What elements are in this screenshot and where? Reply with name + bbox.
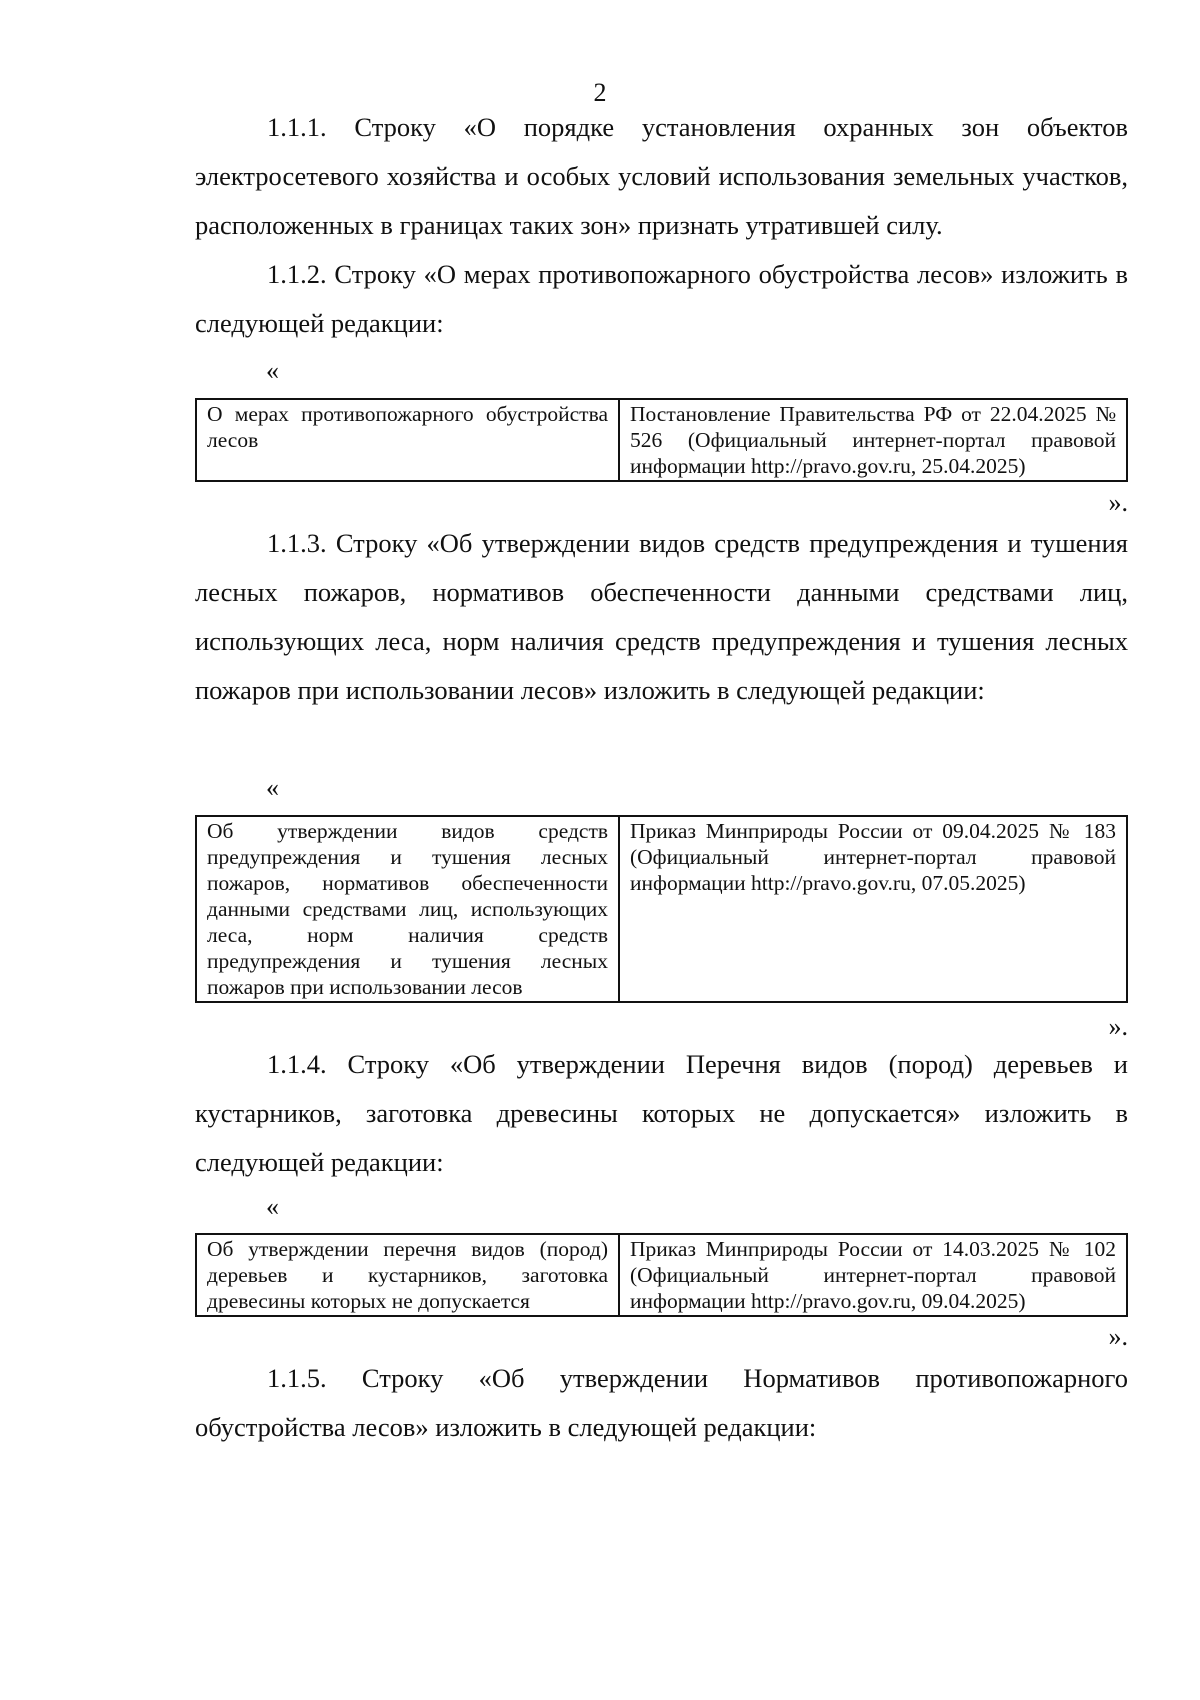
table-row (196, 816, 1127, 1002)
open-quote: « (266, 773, 279, 802)
paragraph-1-1-2: 1.1.2. Строку «О мерах противопожарного обустройства лесов» изложить в следующей редакции: (195, 259, 1128, 338)
open-quote: « (266, 1192, 279, 1221)
paragraph-1-1-4: 1.1.4. Строку «Об утверждении Перечня видов (пород) деревьев и кустарников, заготовка древесины которых не допускается» изложить в следующей редакции: (195, 1049, 1128, 1177)
table-cell-source: Постановление Правительства РФ от 22.04.2025 № 526 (Официальный интернет-портал правовой информации http://pravo.gov.ru, 25.04.2025) (619, 399, 1127, 481)
table-row (196, 1234, 1127, 1316)
table-cell-source: Приказ Минприроды России от 09.04.2025 № 183 (Официальный интернет-портал правовой информации http://pravo.gov.ru, 07.05.2025) (619, 816, 1127, 1002)
reference-table-1-1-3 (195, 815, 1128, 1003)
reference-table-1-1-2 (195, 398, 1128, 482)
paragraph-1-1-5: 1.1.5. Строку «Об утверждении Нормативов противопожарного обустройства лесов» изложить в следующей редакции: (195, 1363, 1128, 1442)
table-cell-source: Приказ Минприроды России от 14.03.2025 № 102 (Официальный интернет-портал правовой информации http://pravo.gov.ru, 09.04.2025) (619, 1234, 1127, 1316)
paragraph-1-1-1: 1.1.1. Строку «О порядке установления охранных зон объектов электросетевого хозяйства и особых условий использования земельных участков, расположенных в границах таких зон» признать утратившей силу. (195, 112, 1128, 240)
paragraph-1-1-3: 1.1.3. Строку «Об утверждении видов средств предупреждения и тушения лесных пожаров, нормативов обеспеченности данными средствами лиц, использующих леса, норм наличия средств предупреждения и тушения лесных пожаров при использовании лесов» изложить в следующей редакции: (195, 528, 1128, 705)
open-quote: « (266, 356, 279, 385)
close-quote: ». (1108, 1012, 1128, 1041)
table-cell-title: Об утверждении видов средств предупреждения и тушения лесных пожаров, нормативов обеспеченности данными средствами лиц, использующих леса, норм наличия средств предупреждения и тушения лесных пожаров при использовании лесов (196, 816, 619, 1002)
table-cell-title: Об утверждении перечня видов (пород) деревьев и кустарников, заготовка древесины которых не допускается (196, 1234, 619, 1316)
table-cell-title: О мерах противопожарного обустройства лесов (196, 399, 619, 481)
close-quote: ». (1108, 488, 1128, 517)
page-number: 2 (593, 78, 607, 107)
close-quote: ». (1108, 1322, 1128, 1351)
reference-table-1-1-4 (195, 1233, 1128, 1317)
table-row (196, 399, 1127, 481)
